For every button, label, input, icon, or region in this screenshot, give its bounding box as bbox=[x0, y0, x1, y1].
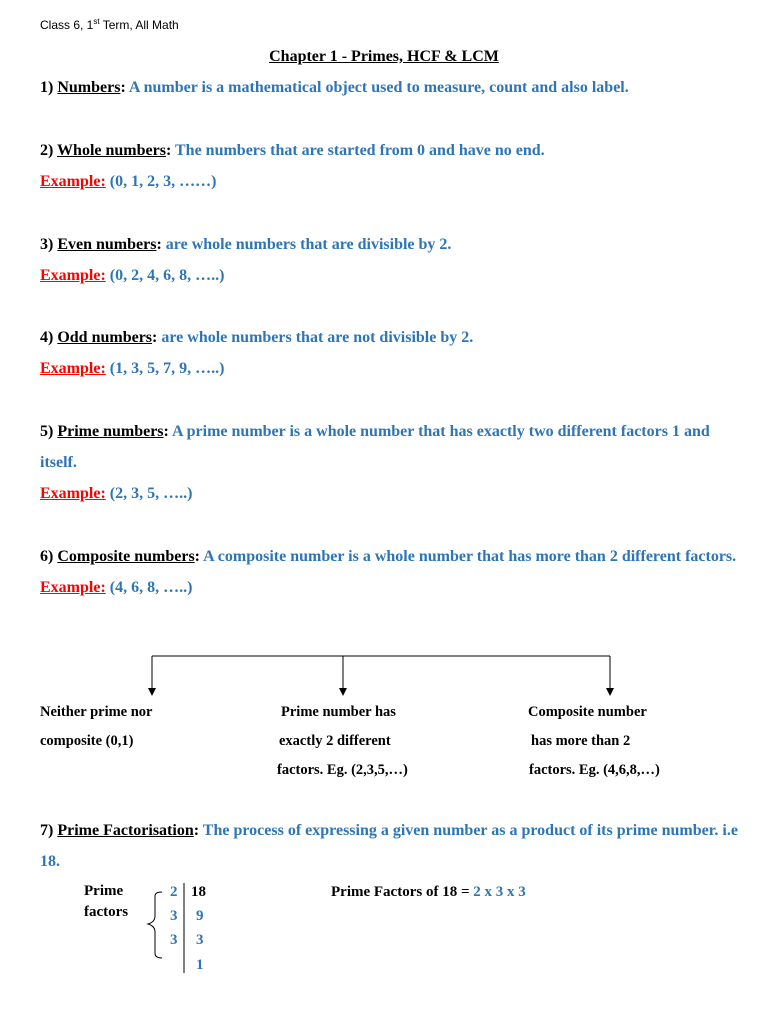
example-values: (0, 1, 2, 3, ……) bbox=[109, 173, 217, 190]
example-values: (2, 3, 5, …..) bbox=[109, 485, 193, 502]
definition: A number is a mathematical object used to measure, count and also label. bbox=[128, 79, 629, 96]
definition: are whole numbers that are not divisible by 2. bbox=[161, 329, 474, 346]
prime-factors-label: Prime factors bbox=[84, 883, 129, 920]
example-values: (4, 6, 8, …..) bbox=[109, 579, 193, 596]
section-prime-numbers: 5) Prime numbers: A prime number is a whole number that has exactly two different factors 1 and itself. Example: (2, 3, 5, …..) bbox=[40, 423, 710, 502]
quotient: 1 bbox=[196, 957, 204, 973]
quotient: 18 bbox=[191, 884, 206, 900]
example-label: Example: bbox=[40, 579, 106, 596]
term: Prime Factorisation bbox=[57, 822, 194, 839]
definition: The process of expressing a given number as a product of its prime number. i.e 18. bbox=[40, 822, 738, 870]
example-label: Example: bbox=[40, 360, 106, 377]
example-values: (1, 3, 5, 7, 9, …..) bbox=[109, 360, 225, 377]
term: Even numbers bbox=[57, 236, 157, 253]
section-even-numbers: 3) Even numbers: are whole numbers that are divisible by 2. Example: (0, 2, 4, 6, 8, …..) bbox=[40, 236, 452, 284]
section-whole-numbers: 2) Whole numbers: The numbers that are started from 0 and have no end. Example: (0, 1, 2, 3, ……) bbox=[40, 142, 545, 190]
definition: The numbers that are started from 0 and have no end. bbox=[175, 142, 545, 159]
quotient: 3 bbox=[196, 932, 204, 948]
section-odd-numbers: 4) Odd numbers: are whole numbers that are not divisible by 2. Example: (1, 3, 5, 7, 9, …..) bbox=[40, 329, 474, 377]
category-branch-diagram bbox=[0, 645, 768, 705]
term: Prime numbers bbox=[57, 423, 164, 440]
quotient: 9 bbox=[196, 908, 204, 924]
divisor: 2 bbox=[170, 884, 178, 900]
example-values: (0, 2, 4, 6, 8, …..) bbox=[109, 267, 225, 284]
definition: A prime number is a whole number that has exactly two different factors 1 and itself. bbox=[40, 423, 710, 471]
category-neither: Neither prime nor composite (0,1) bbox=[40, 704, 153, 749]
divisor: 3 bbox=[170, 932, 178, 948]
term: Numbers bbox=[57, 79, 121, 96]
example-label: Example: bbox=[40, 267, 106, 284]
example-label: Example: bbox=[40, 173, 106, 190]
page-header: Class 6, 1st Term, All Math bbox=[40, 17, 179, 32]
definition: are whole numbers that are divisible by 2. bbox=[165, 236, 452, 253]
section-prime-factorisation: 7) Prime Factorisation: The process of expressing a given number as a product of its prime number. i.e 18. bbox=[40, 822, 738, 870]
term: Odd numbers bbox=[57, 329, 153, 346]
category-composite: Composite number has more than 2 factors. Eg. (4,6,8,…) bbox=[528, 704, 660, 778]
category-prime: Prime number has exactly 2 different factors. Eg. (2,3,5,…) bbox=[277, 704, 408, 778]
prime-factors-result: Prime Factors of 18 = 2 x 3 x 3 bbox=[331, 884, 526, 900]
term: Whole numbers bbox=[57, 142, 166, 159]
term: Composite numbers bbox=[57, 548, 195, 565]
example-label: Example: bbox=[40, 485, 106, 502]
definition: A composite number is a whole number that has more than 2 different factors. bbox=[203, 548, 737, 565]
chapter-title: Chapter 1 - Primes, HCF & LCM bbox=[269, 48, 499, 65]
section-numbers: 1) Numbers: A number is a mathematical object used to measure, count and also label. bbox=[40, 79, 629, 96]
divisor: 3 bbox=[170, 908, 178, 924]
section-composite-numbers: 6) Composite numbers: A composite number is a whole number that has more than 2 different factors. Example: (4, 6, 8, …..) bbox=[40, 548, 737, 596]
